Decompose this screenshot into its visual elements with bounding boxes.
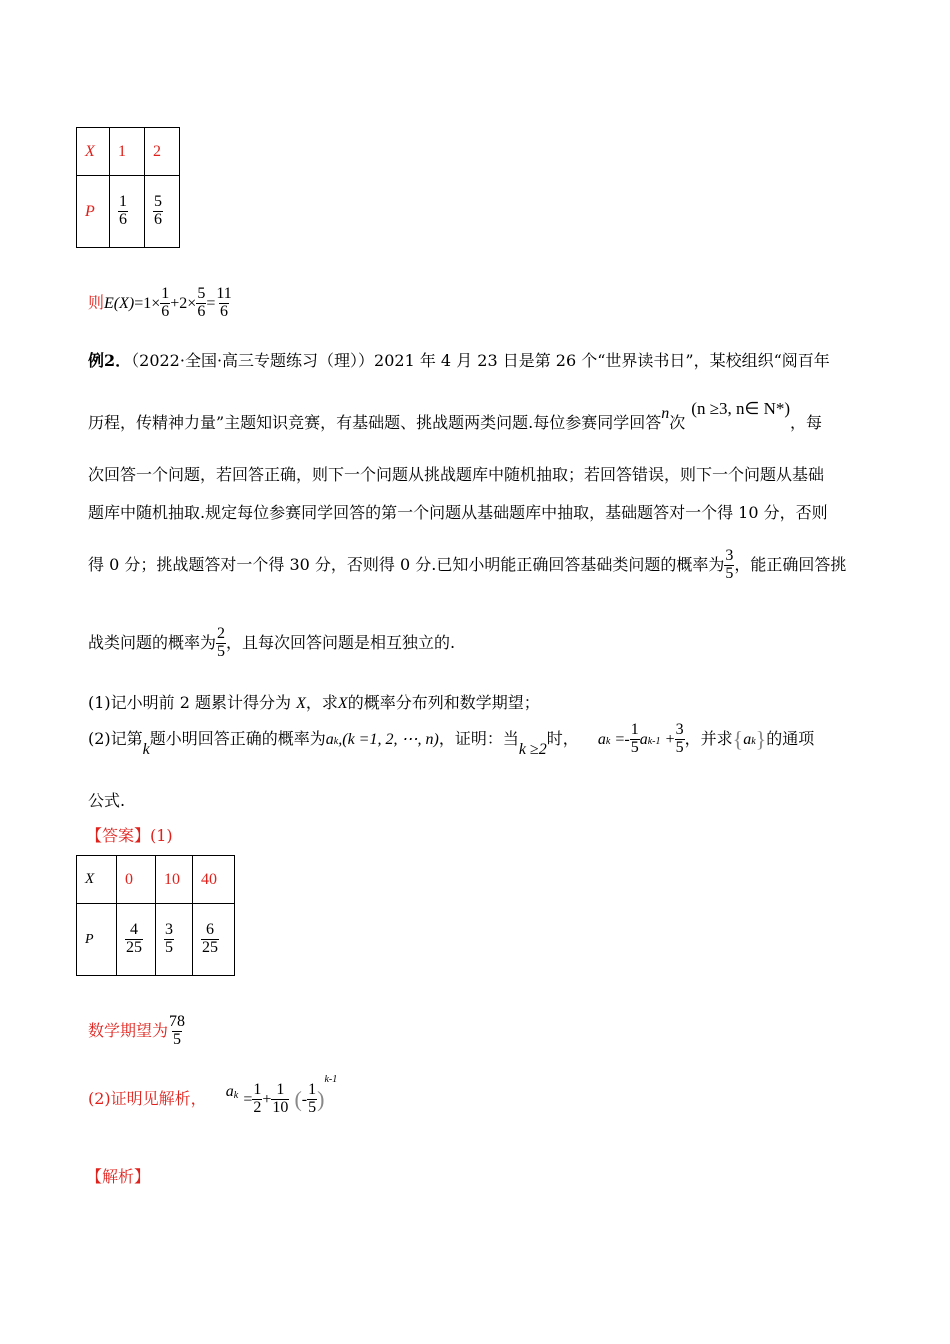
example-label: 例2． xyxy=(88,351,132,370)
fraction: $\frac{1}{5}$ xyxy=(630,721,639,756)
example-line-5: 得 0 分；挑战题答对一个得 30 分，否则得 0 分.已知小明能正确回答基础类问题的概率为 $\frac{3}{5}$ ，能正确回答挑 xyxy=(88,547,847,582)
fraction: $\frac{1}{5}$ xyxy=(308,1081,317,1116)
expectation-line-1: 则E(X)=1× $\frac{1}{6}$ +2× $\frac{5}{6}$ = $\frac{11}{6}$ xyxy=(88,285,232,320)
fraction: $\frac{5}{6}$ xyxy=(154,193,162,228)
table1-p-head: P xyxy=(77,176,110,248)
fraction: $\frac{3}{5}$ xyxy=(675,721,684,756)
question-2-cont: 公式. xyxy=(88,791,126,810)
table2-x-cell: 40 xyxy=(193,856,235,904)
fraction: $\frac{1}{2}$ xyxy=(253,1081,262,1116)
fraction: $\frac{3}{5}$ xyxy=(165,921,173,956)
table1-x-cell: 2 xyxy=(145,128,180,176)
table2-x-cell: 0 xyxy=(117,856,156,904)
distribution-table-2 xyxy=(76,855,235,976)
table1-p-cell xyxy=(110,176,145,248)
distribution-table-1 xyxy=(76,127,180,248)
table2-p-head: P xyxy=(77,904,117,976)
table2-p-cell xyxy=(193,904,235,976)
fraction: $\frac{4}{25}$ xyxy=(126,921,142,956)
fraction: $\frac{6}{25}$ xyxy=(202,921,218,956)
example-line-2: 历程，传精神力量”主题知识竞赛，有基础题、挑战题两类问题.每位参赛同学回答n次(n ≥3, n∈ N*)，每 xyxy=(88,399,823,432)
expectation-line-2: 数学期望为 $\frac{78}{5}$ xyxy=(88,1013,186,1048)
example-line-1: 例2．（2022·全国·高三专题练习（理））2021 年 4 月 23 日是第 26 个“世界读书日”，某校组织“阅百年 xyxy=(88,351,830,370)
table1-p-cell xyxy=(145,176,180,248)
table1-x-head: X xyxy=(77,128,110,176)
table2-p-cell xyxy=(156,904,193,976)
answer-label: 【答案】(1) xyxy=(86,826,173,845)
fraction: $\frac{5}{6}$ xyxy=(197,285,206,320)
table2-x-cell: 10 xyxy=(156,856,193,904)
table2-x-head: X xyxy=(77,856,117,904)
analysis-label: 【解析】 xyxy=(86,1167,151,1186)
fraction: $\frac{1}{10}$ xyxy=(272,1081,289,1116)
fraction: $\frac{1}{6}$ xyxy=(119,193,127,228)
table2-p-cell xyxy=(117,904,156,976)
fraction: $\frac{11}{6}$ xyxy=(216,285,232,320)
fraction: $\frac{78}{5}$ xyxy=(169,1013,186,1048)
fraction: $\frac{2}{5}$ xyxy=(217,625,226,660)
answer-part-2: (2)证明见解析， $a^k$ = $\frac{1}{2}$ + $\frac{1}{10}$ (- $\frac{1}{5}$ )$^{k-1}$ xyxy=(88,1073,338,1116)
question-1: (1)记小明前 2 题累计得分为 X，求X的概率分布列和数学期望； xyxy=(88,693,540,712)
example-line-6: 战类问题的概率为 $\frac{2}{5}$ ，且每次回答问题是相互独立的. xyxy=(88,625,456,660)
example-line-3: 次回答一个问题，若回答正确，则下一个问题从挑战题库中随机抽取；若回答错误，则下一个问题从基础 xyxy=(88,465,825,484)
table1-x-cell: 1 xyxy=(110,128,145,176)
example-line-4: 题库中随机抽取.规定每位参赛同学回答的第一个问题从基础题库中抽取，基础题答对一个得 10 分，否则 xyxy=(88,503,828,522)
fraction: $\frac{3}{5}$ xyxy=(725,547,734,582)
fraction: $\frac{1}{6}$ xyxy=(161,285,170,320)
question-2: (2)记第k题小明回答正确的概率为ak,(k =1, 2, ⋯, n)，证明：当k ≥2时， ak =- $\frac{1}{5}$ ak-1 + $\frac{3}{5}$ ，并求{ak}的通项 xyxy=(88,721,815,758)
